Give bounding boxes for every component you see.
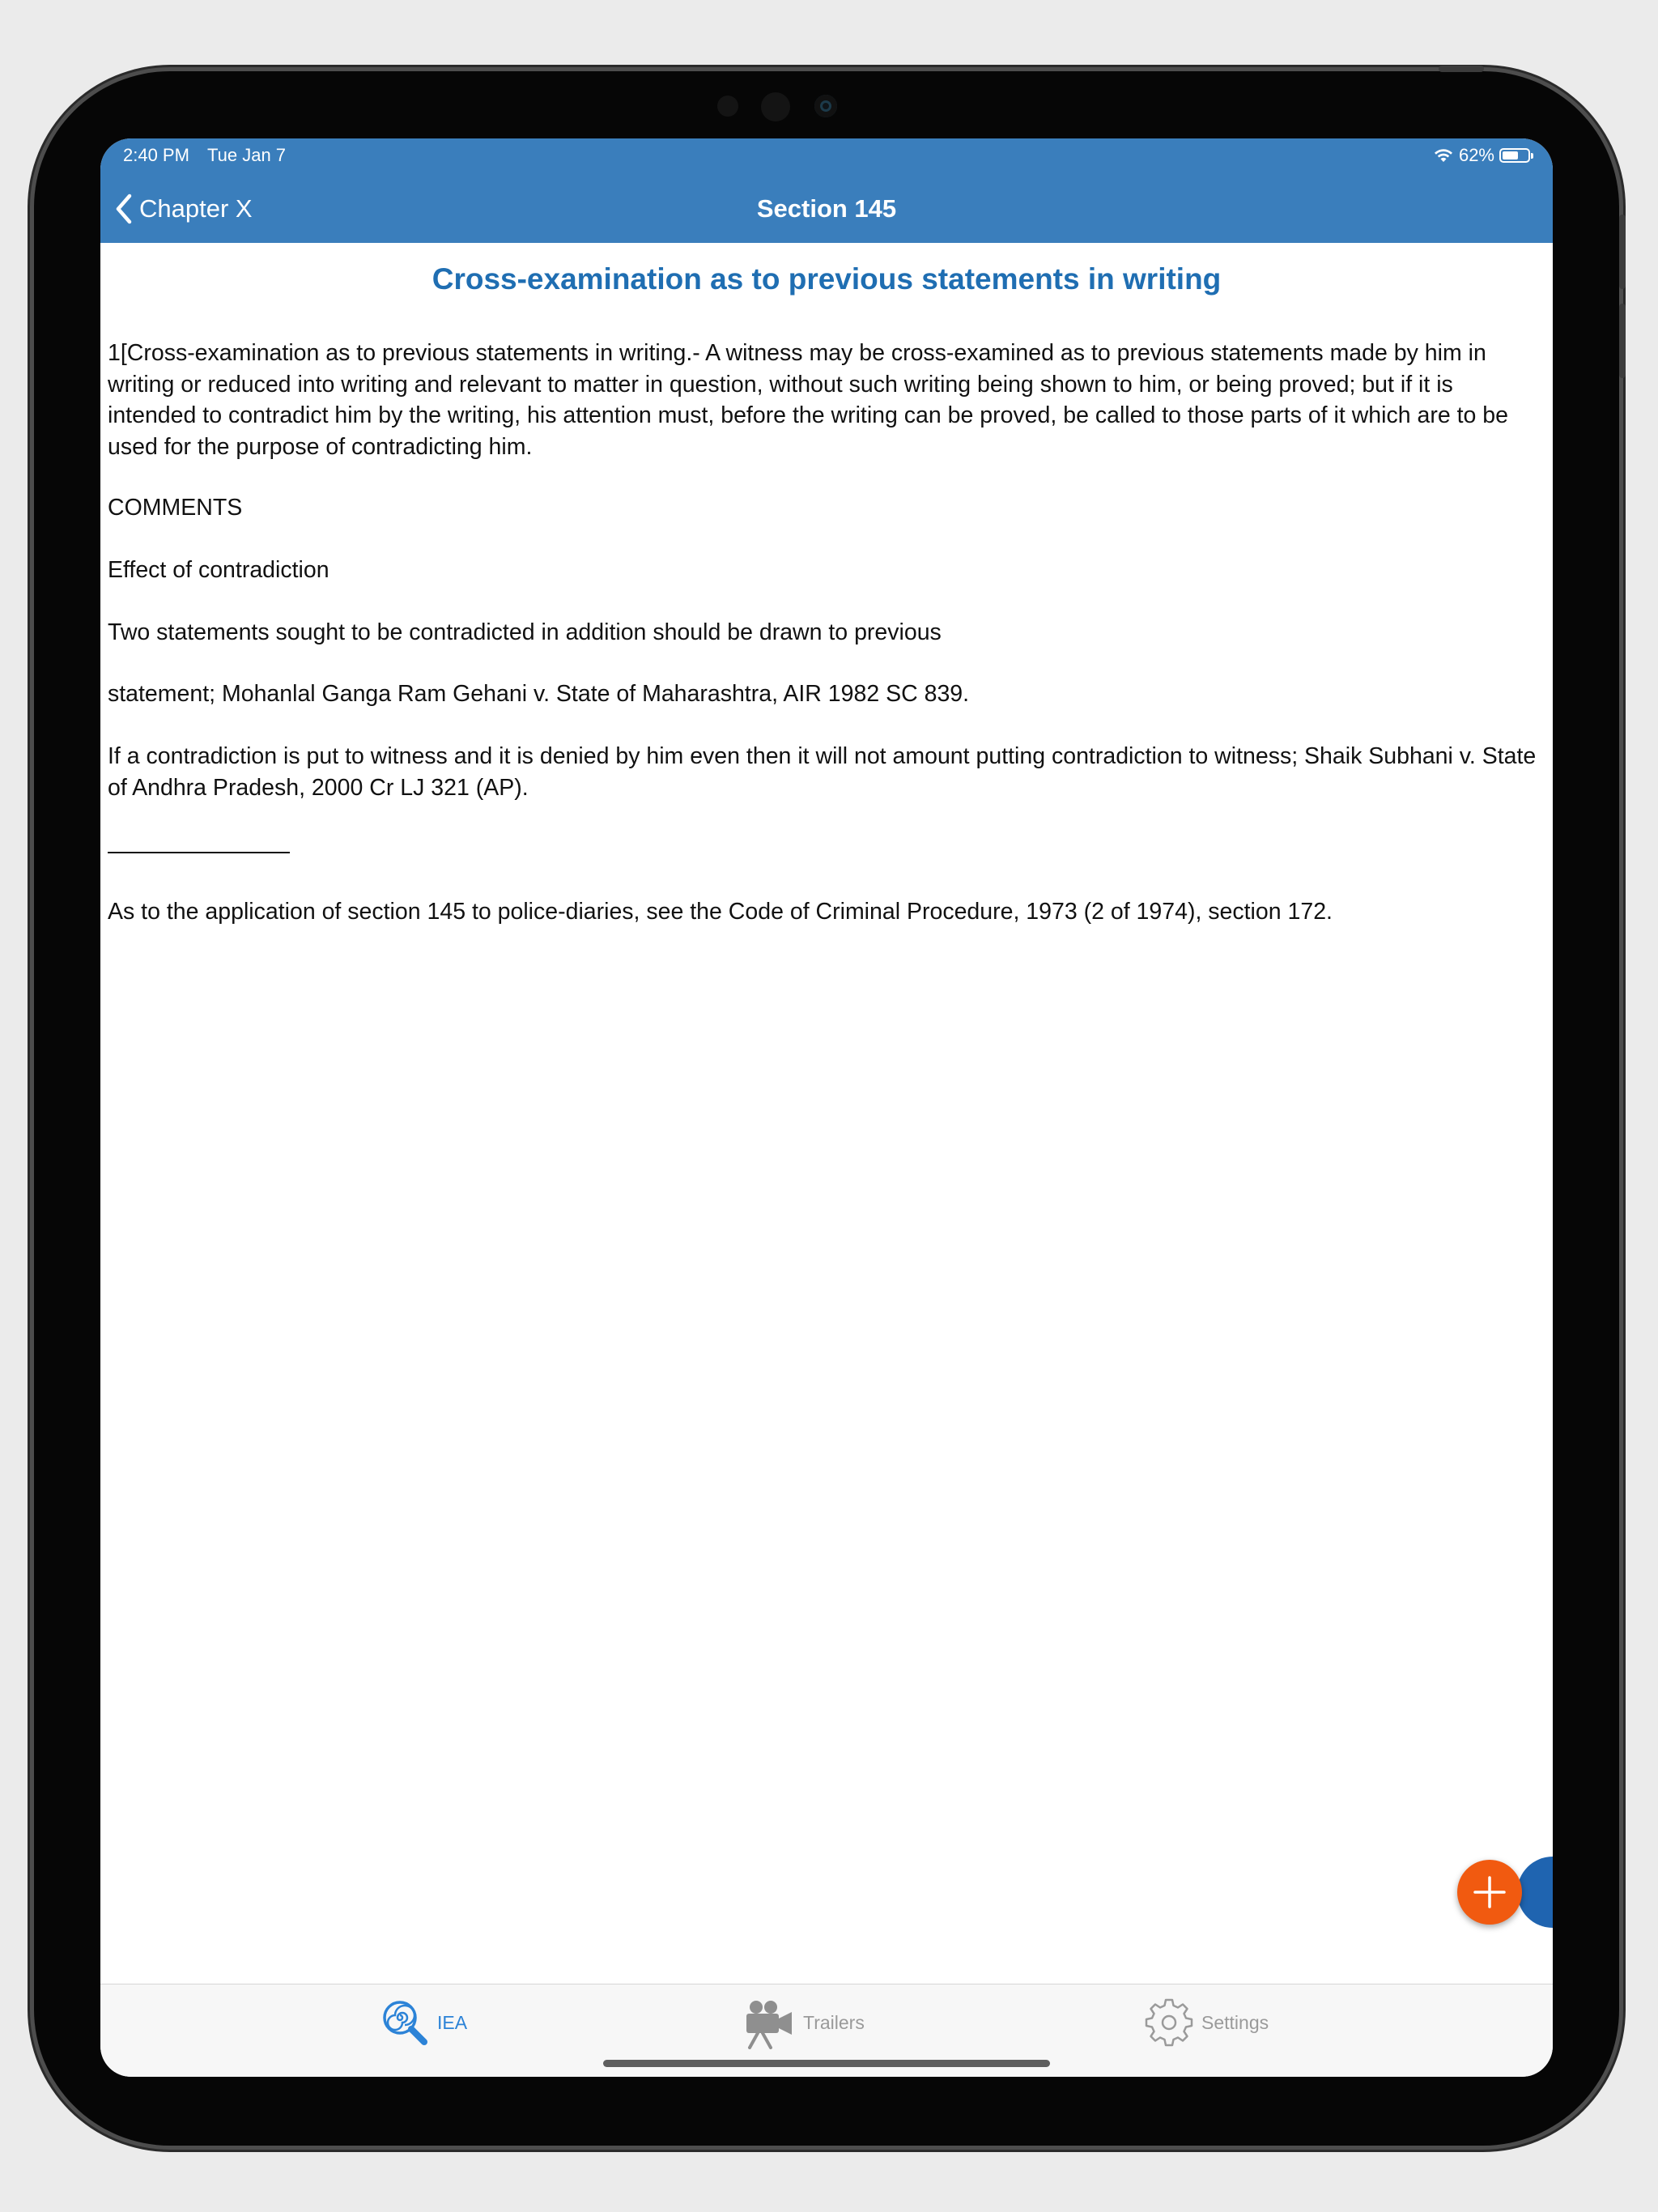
comment-subheading: Effect of contradiction [108, 557, 329, 583]
battery-percent: 62% [1458, 145, 1494, 165]
section-heading: Cross-examination as to previous statements in writing [432, 262, 1222, 296]
status-time: 2:40 PM [123, 145, 189, 165]
add-button[interactable] [1457, 1860, 1522, 1925]
volume-up-button [1619, 215, 1626, 289]
section-content [100, 243, 1553, 1984]
comment-text: Two statements sought to be contradicted in addition should be drawn to previous [108, 619, 942, 645]
tab-label: IEA [437, 2011, 468, 2033]
gear-icon [1145, 1998, 1193, 2047]
tab-label: Trailers [803, 2011, 865, 2033]
footnote-divider [108, 852, 290, 853]
status-date: Tue Jan 7 [207, 145, 287, 165]
footnote-text: As to the application of section 145 to police-diaries, see the Code of Criminal Procedure, 1973 (2 of 1974), section 172. [108, 899, 1333, 925]
tab-settings[interactable] [1145, 1994, 1269, 2051]
tab-trailers[interactable] [742, 1994, 865, 2051]
volume-down-button [1619, 304, 1626, 378]
screen [100, 138, 1553, 2077]
battery-fill [1503, 151, 1518, 160]
navigation-bar [100, 138, 1553, 243]
wifi-icon [1433, 147, 1454, 164]
comment-text: If a contradiction is put to witness and it is denied by him even then it will not amount putting contradiction to witness; Shaik Subhani v. State of Andhra Pradesh, 2000 Cr LJ 321 (AP). [108, 743, 1537, 801]
section-text: 1[Cross-examination as to previous statements in writing.- A witness may be cross-examined as to previous statements made by him in writing or reduced into writing and relevant to matter in question, without such writing being shown to him, or being proved; but if it is intended to contradict him by the writing, his attention must, before the writing can be proved, be called to those parts of it which are to be used for the purpose of contradicting him. [108, 340, 1508, 460]
comments-heading: COMMENTS [108, 495, 243, 521]
search-spiral-icon [380, 1998, 429, 2047]
tab-iea[interactable] [380, 1994, 467, 2051]
plus-icon [1472, 1874, 1507, 1910]
home-indicator [603, 2060, 1050, 2067]
video-camera-icon [742, 1996, 795, 2049]
front-camera [814, 95, 837, 117]
battery-icon [1499, 148, 1530, 163]
page-title: Section 145 [756, 194, 897, 223]
back-button-label: Chapter X [139, 194, 253, 223]
power-button [1439, 66, 1484, 72]
sensor-dot [761, 92, 790, 121]
sensor-dot [717, 96, 738, 117]
tab-label: Settings [1201, 2011, 1269, 2033]
comment-text: statement; Mohanlal Ganga Ram Gehani v. State of Maharashtra, AIR 1982 SC 839. [108, 681, 970, 707]
status-indicators [1433, 143, 1530, 168]
